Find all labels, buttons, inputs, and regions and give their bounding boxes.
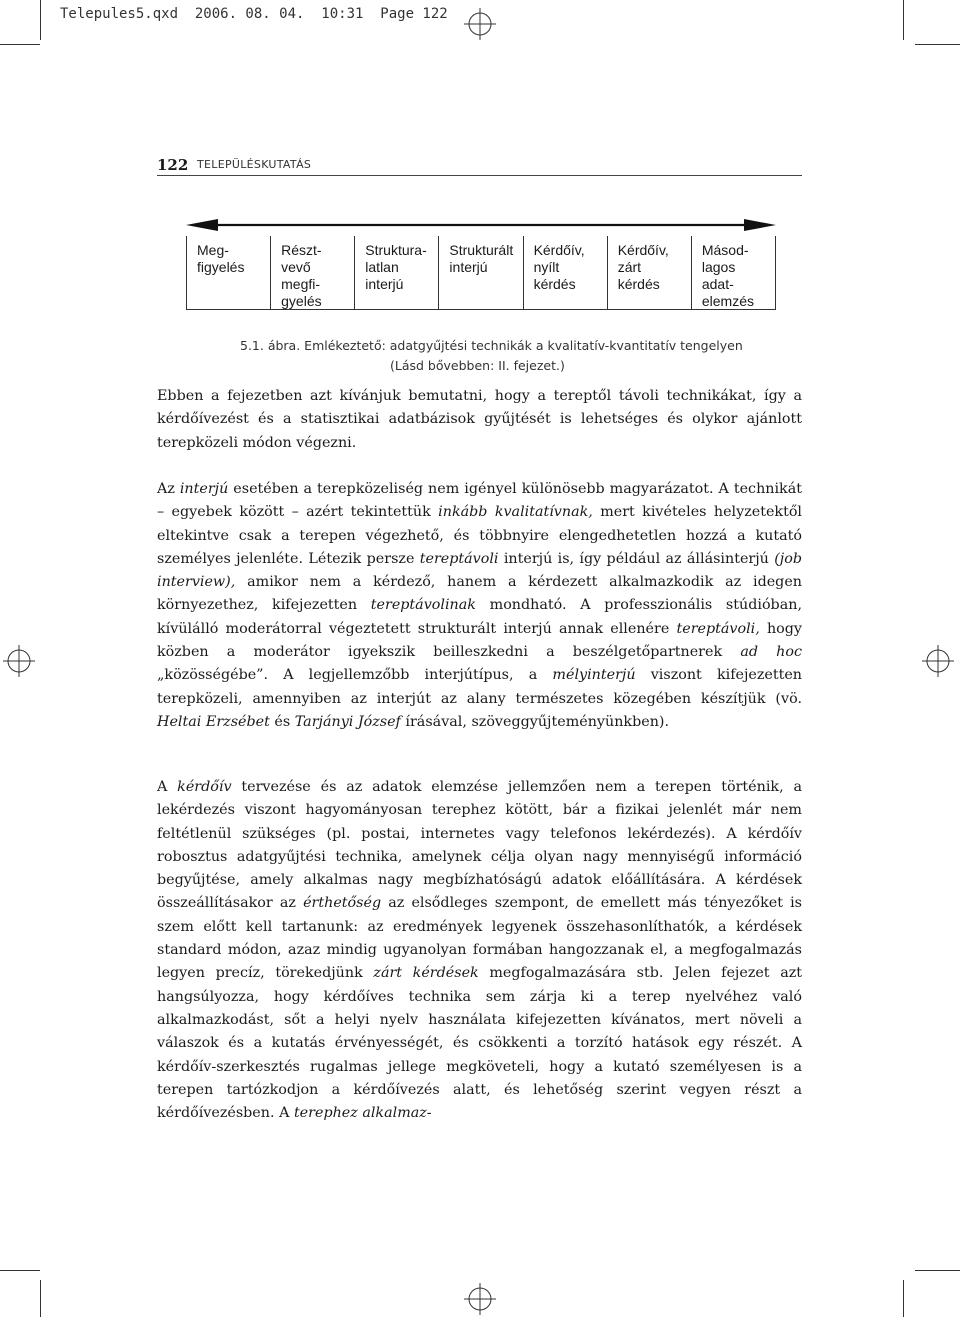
crop-mark	[903, 0, 904, 40]
technique-cell-participant-observation: Részt- vevő megfi- gyelés	[270, 236, 354, 310]
caption-line-1: 5.1. ábra. Emlékeztető: adatgyűjtési technikák a kvalitatív-kvantitatív tengelyen	[240, 338, 743, 353]
crop-mark	[0, 44, 40, 45]
registration-mark-icon	[922, 645, 954, 677]
paragraph-intro: Ebben a fejezetben azt kívánjuk bemutatni, hogy a tereptől távoli technikákat, így a kérdőívezést és a statisztikai adatbázisok gyűjtését is lehetséges és olykor ajánlott terepközeli módon végezni.	[157, 388, 802, 451]
crop-mark	[0, 1270, 40, 1271]
paragraph-questionnaire: A kérdőív tervezése és az adatok elemzése jellemzően nem a terepen történik, a lekérdezés viszont hagyományosan terephez kötött, bár a fizikai jelenlét már nem feltétlenül szükséges (pl. postai, internetes vagy telefonos lekérdezés). A kérdőív robosztus adatgyűjtési technika, amelynek célja olyan nagy mennyiségű információ begyűjtése, amely alkalmas nagy megbízhatóságú adatok előállítására. A kérdések összeállításakor az érthetőség az elsődleges szempont, de emellett más tényezőket is szem előtt kell tartanunk: az eredmények legyenek összehasonlíthatók, a kérdések standard módon, azaz mindig ugyanolyan formában hangozzanak el, a megfogalmazás legyen precíz, törekedjünk zárt kérdések megfogalmazására stb. Jelen fejezet azt hangsúlyozza, hogy kérdőíves technika sem zárja ki a terep nyelvéhez való alkalmazkodást, sőt a helyi nyelv használata kifejezetten kívánatos, mert növeli a válaszok és a kutatás érvényességét, és csökkenti a torzító hatások egy részét. A kérdőív-szerkesztés rugalmas jellege megköveteli, hogy a kutató személyesen is a terepen tartózkodjon a kérdőívezés alatt, és lehetőség szerint vegyen részt a kérdőívezésben. A terephez alkalmaz-	[157, 779, 802, 1122]
crop-mark	[903, 1280, 904, 1317]
crop-mark	[915, 1270, 960, 1271]
crop-mark	[40, 0, 41, 40]
technique-cell-open-questionnaire: Kérdőív, nyílt kérdés	[523, 236, 607, 310]
registration-mark-icon	[464, 1283, 496, 1315]
technique-cell-secondary-analysis: Másod- lagos adat- elemzés	[691, 236, 776, 310]
running-header	[157, 156, 802, 176]
crop-mark	[915, 44, 960, 45]
registration-mark-icon	[464, 8, 496, 40]
paragraph-interview: Az interjú esetében a terepközeliség nem igényel különösebb magyarázatot. A technikát – egyebek között – azért tekintettük inkább kvalitatívnak, mert kivételes helyzetektől eltekintve csak a terepen végezhető, és többnyire elengedhetetlen hozzá a kutató személyes jelenléte. Létezik persze tereptávoli interjú is, így például az állásinterjú (job interview), amikor nem a kérdező, hanem a kérdezett alkalmazkodik az idegen környezethez, kifejezetten tereptávolinak mondható. A professzionális stúdióban, kívülálló moderátorral végeztetett strukturált interjú annak ellenére tereptávoli, hogy közben a moderátor igyekszik beilleszkedni a beszélgetőpartnerek ad hoc „közösségébe”. A legjellemzőbb interjútípus, a mélyinterjú viszont kifejezetten terepközeli, amennyiben az interjút az alany természetes közegében készítjük (vö. Heltai Erzsébet és Tarjányi József írásával, szöveggyűjteményünkben).	[157, 481, 803, 730]
technique-cell-closed-questionnaire: Kérdőív, zárt kérdés	[607, 236, 691, 310]
technique-cell-observation: Meg- figyelés	[186, 236, 270, 310]
crop-mark	[40, 1280, 41, 1317]
technique-table	[186, 236, 776, 310]
page-number: 122	[157, 156, 189, 174]
technique-cell-structured-interview: Strukturált interjú	[438, 236, 522, 310]
registration-mark-icon	[3, 645, 35, 677]
running-title: TELEPÜLÉSKUTATÁS	[197, 158, 312, 171]
technique-cell-unstructured-interview: Struktura- latlan interjú	[354, 236, 438, 310]
caption-line-2: (Lásd bővebben: II. fejezet.)	[390, 358, 565, 373]
figure-caption	[240, 336, 760, 376]
print-slug: Telepules5.qxd 2006. 08. 04. 10:31 Page 122	[60, 6, 448, 22]
